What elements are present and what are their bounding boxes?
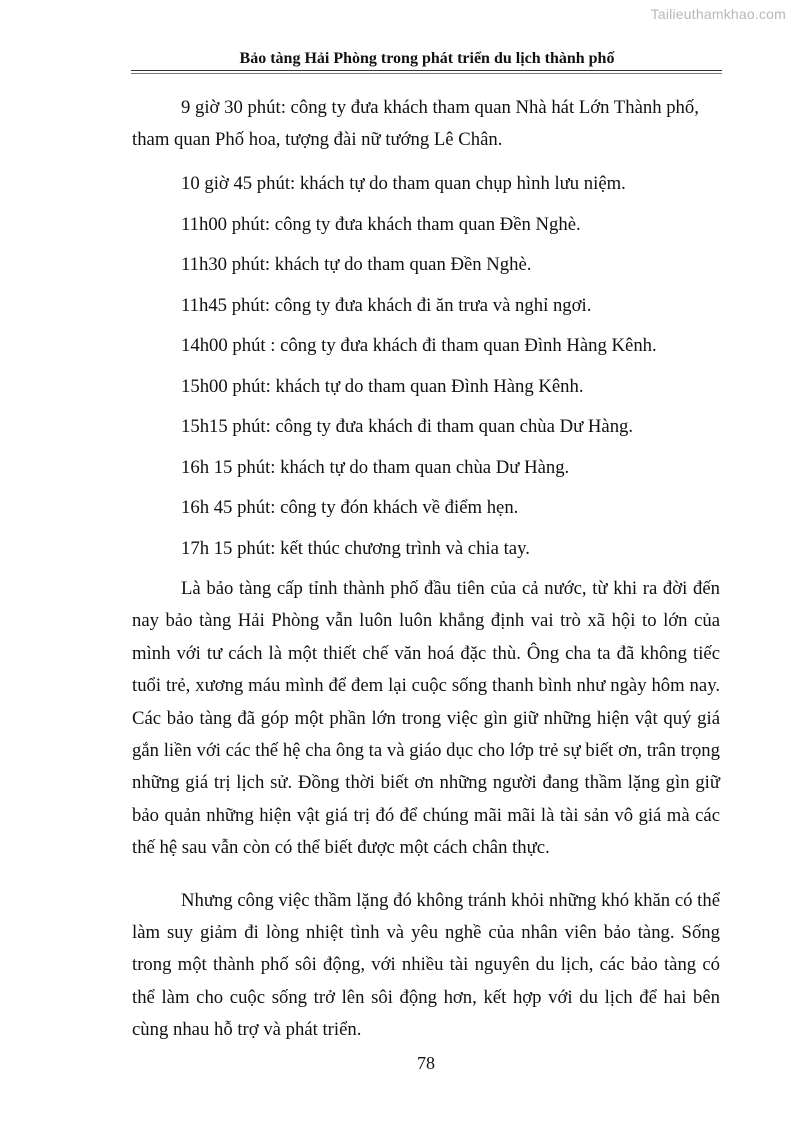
schedule-item: 9 giờ 30 phút: công ty đưa khách tham quan Nhà hát Lớn Thành phố, tham quan Phố hoa, tượng đài nữ tướng Lê Chân. bbox=[132, 97, 699, 150]
schedule-item: 11h00 phút: công ty đưa khách tham quan Đền Nghè. bbox=[181, 213, 581, 235]
running-header-title: Bảo tàng Hải Phòng trong phát triển du lịch thành phố bbox=[239, 50, 615, 67]
body-paragraph: Nhưng công việc thầm lặng đó không tránh khỏi những khó khăn có thể làm suy giảm đi lòng nhiệt tình và yêu nghề của nhân viên bảo tàng. Sống trong một thành phố sôi động, với nhiều tài nguyên du lịch, các bảo tàng có thể làm cho cuộc sống trở lên sôi động hơn, kết hợp với du lịch để hai bên cùng nhau hỗ trợ và phát triển. bbox=[132, 889, 720, 1041]
schedule-item: 11h30 phút: khách tự do tham quan Đền Nghè. bbox=[181, 254, 532, 275]
schedule-item: 17h 15 phút: kết thúc chương trình và chia tay. bbox=[181, 537, 530, 559]
header-rule bbox=[131, 70, 722, 74]
schedule-item: 15h00 phút: khách tự do tham quan Đình Hàng Kênh. bbox=[181, 375, 584, 397]
schedule-item: 16h 15 phút: khách tự do tham quan chùa Dư Hàng. bbox=[181, 456, 570, 478]
schedule-item: 14h00 phút : công ty đưa khách đi tham quan Đình Hàng Kênh. bbox=[181, 335, 657, 356]
schedule-item: 11h45 phút: công ty đưa khách đi ăn trưa và nghỉ ngơi. bbox=[181, 294, 592, 316]
schedule-item: 10 giờ 45 phút: khách tự do tham quan chụp hình lưu niệm. bbox=[181, 173, 626, 194]
schedule-item: 15h15 phút: công ty đưa khách đi tham quan chùa Dư Hàng. bbox=[181, 416, 634, 437]
body-paragraph: Là bảo tàng cấp tỉnh thành phố đầu tiên của cả nước, từ khi ra đời đến nay bảo tàng Hải Phòng vẫn luôn luôn khẳng định vai trò xã hội to lớn của mình với tư cách là một thiết chế văn hoá đặc thù. Ông cha ta đã không tiếc tuổi trẻ, xương máu mình để đem lại cuộc sống thanh bình như ngày hôm nay. Các bảo tàng đã góp một phần lớn trong việc gìn giữ những hiện vật quý giá gắn liền với các thế hệ cha ông ta và giáo dục cho lớp trẻ sự biết ơn, trân trọng những giá trị lịch sử. Đồng thời biết ơn những người đang thầm lặng gìn giữ bảo quản những hiện vật giá trị đó để chúng mãi mãi là tài sản vô giá mà các thế hệ sau vẫn còn có thể biết được một cách chân thực. bbox=[132, 578, 720, 859]
watermark-text: Tailieuthamkhao.com bbox=[650, 6, 786, 22]
schedule-item: 16h 45 phút: công ty đón khách về điểm hẹn. bbox=[181, 497, 519, 518]
page-number: 78 bbox=[417, 1053, 435, 1073]
page-body bbox=[132, 92, 720, 1047]
